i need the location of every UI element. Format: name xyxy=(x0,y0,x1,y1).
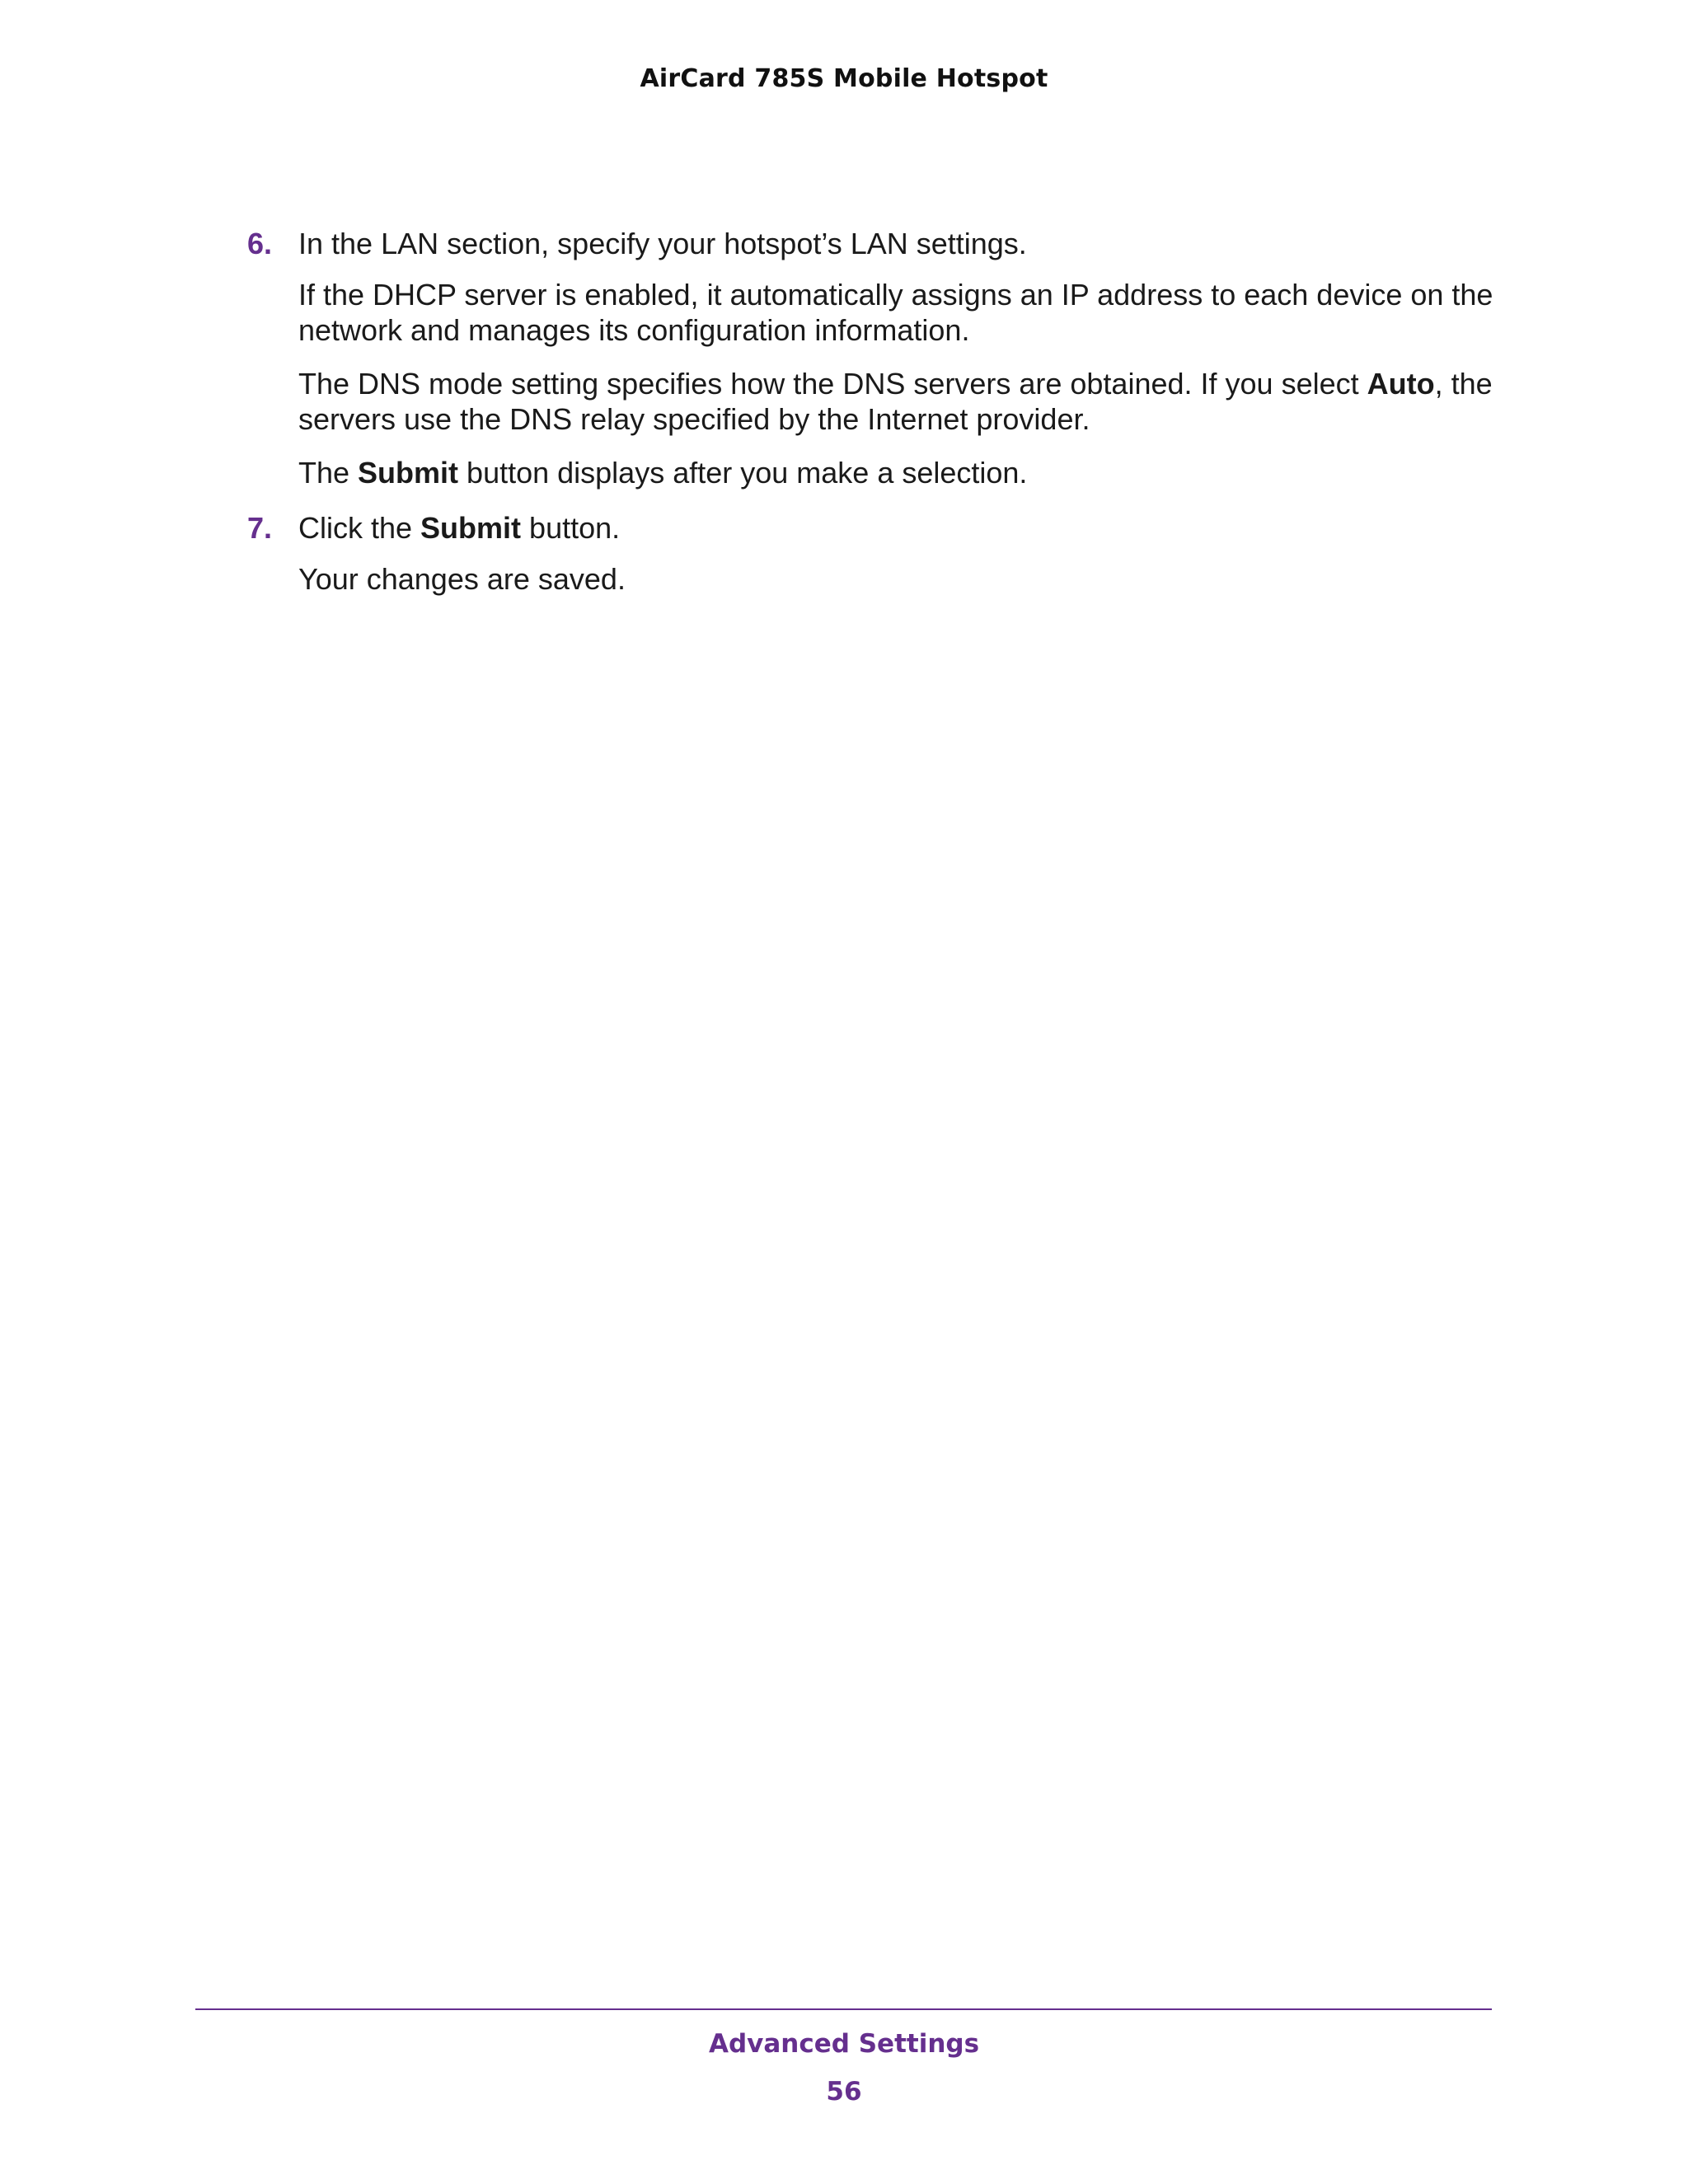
dns-text-start: The DNS mode setting specifies how the DNS servers are obtained. If you select xyxy=(298,367,1367,401)
submit-label: Submit xyxy=(358,456,459,490)
submit-paragraph xyxy=(298,455,1500,490)
page-header-title: AirCard 785S Mobile Hotspot xyxy=(640,64,1048,93)
step-7 xyxy=(247,509,1500,597)
auto-option-label: Auto xyxy=(1367,367,1435,401)
dns-text-end: , the servers use the DNS relay specified by the Internet provider. xyxy=(298,367,1493,436)
submit-label: Submit xyxy=(420,511,522,545)
footer-section-title: Advanced Settings xyxy=(708,2029,980,2059)
footer-divider xyxy=(195,2008,1492,2010)
dhcp-paragraph: If the DHCP server is enabled, it automatically assigns an IP address to each device on the network and manages its configuration information. xyxy=(298,278,1493,347)
page-number: 56 xyxy=(826,2077,862,2107)
click-text-end: button. xyxy=(521,511,621,545)
step-instruction: In the LAN section, specify your hotspot’s LAN settings. xyxy=(298,227,1027,260)
click-text-start: Click the xyxy=(298,511,421,545)
dns-paragraph xyxy=(298,366,1500,437)
step-number: 6. xyxy=(247,227,273,260)
step-number: 7. xyxy=(247,511,273,545)
submit-text-end: button displays after you make a selection. xyxy=(458,456,1028,490)
result-paragraph: Your changes are saved. xyxy=(298,562,626,596)
document-body xyxy=(247,224,1500,612)
step-6 xyxy=(247,224,1500,490)
submit-text-start: The xyxy=(298,456,359,490)
step-instruction xyxy=(298,509,1500,548)
